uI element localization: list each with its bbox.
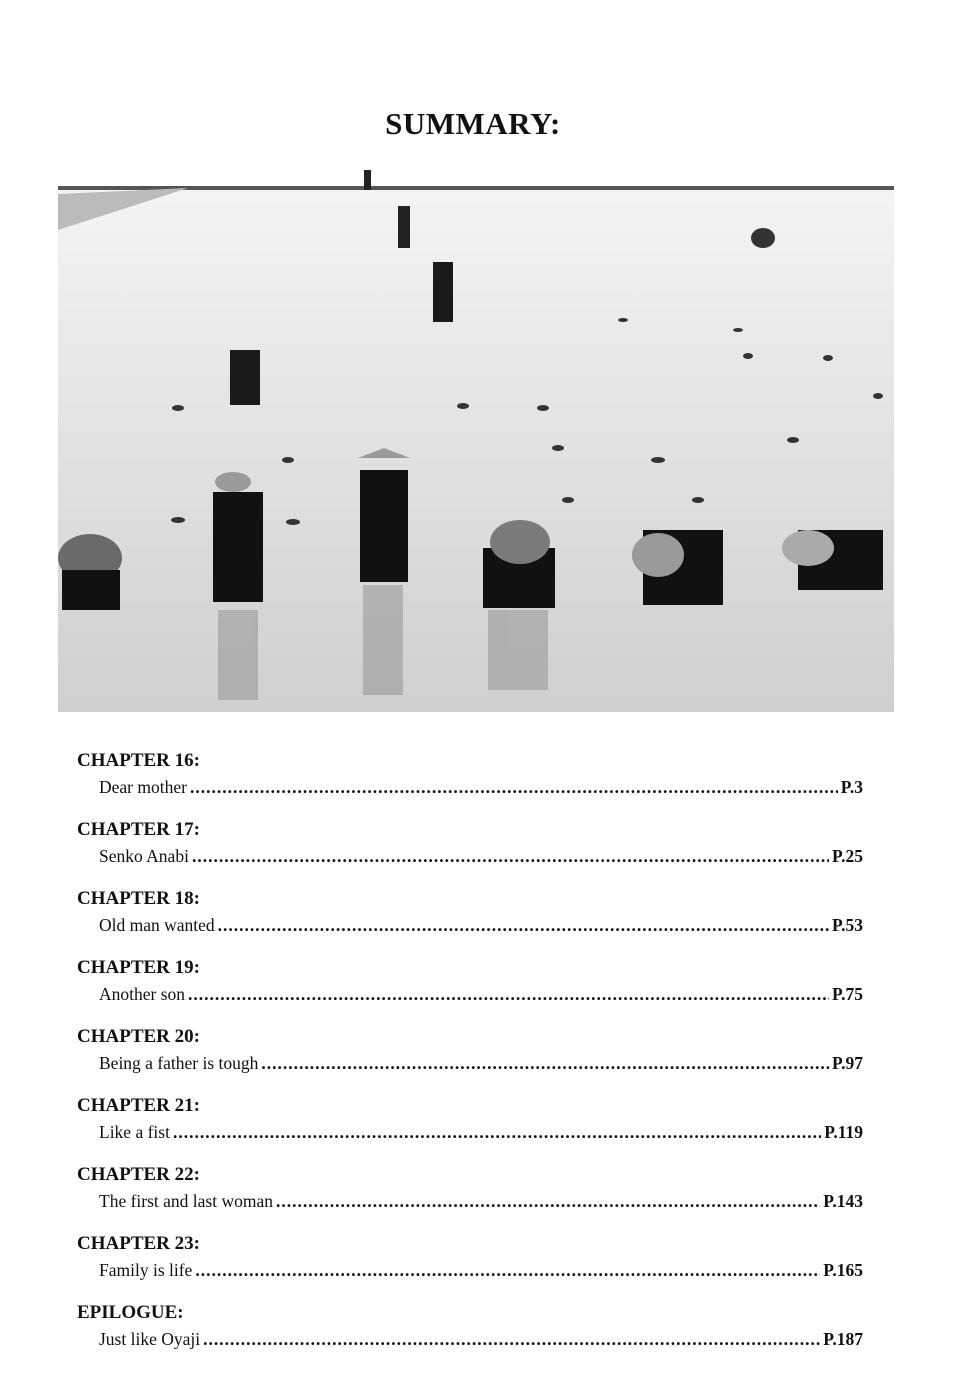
chapter-title: Just like Oyaji (99, 1329, 201, 1349)
chapter-title: Old man wanted (99, 915, 215, 935)
chapter-heading: CHAPTER 21: (77, 1095, 200, 1116)
chapter-title: Dear mother (99, 777, 187, 797)
dot-leader (203, 1326, 820, 1352)
toc-entry-21 (77, 1093, 867, 1162)
page-number: P.97 (832, 1053, 863, 1073)
dot-leader (276, 1188, 820, 1214)
toc-entry-epilogue (77, 1300, 867, 1369)
page-number: P.143 (823, 1191, 863, 1211)
dot-leader (188, 981, 829, 1007)
chapter-heading: CHAPTER 18: (77, 888, 200, 909)
chapter-line (77, 774, 867, 800)
chapter-heading: CHAPTER 17: (77, 819, 200, 840)
chapter-title: Senko Anabi (99, 846, 189, 866)
chapter-line (77, 1188, 867, 1214)
page-number: P.25 (832, 846, 863, 866)
chapter-heading: CHAPTER 23: (77, 1233, 200, 1254)
chapter-line (77, 981, 867, 1007)
dot-leader (192, 843, 829, 869)
chapter-heading: CHAPTER 22: (77, 1164, 200, 1185)
page-title: SUMMARY: (385, 106, 561, 141)
chapter-line (77, 843, 867, 869)
page-number: P.165 (823, 1260, 863, 1280)
chapter-heading: CHAPTER 16: (77, 750, 200, 771)
toc-entry-20 (77, 1024, 867, 1093)
page-number: P.3 (840, 777, 863, 797)
rice-paddy-planting-photo-icon (58, 170, 894, 712)
chapter-line (77, 1326, 867, 1352)
chapter-title: Another son (99, 984, 186, 1004)
dot-leader (218, 912, 829, 938)
dot-leader (190, 774, 838, 800)
chapter-title: The first and last woman (99, 1191, 273, 1211)
dot-leader (261, 1050, 829, 1076)
toc-entry-23 (77, 1231, 867, 1300)
toc-entry-19 (77, 955, 867, 1024)
chapter-heading: CHAPTER 20: (77, 1026, 200, 1047)
dot-leader (195, 1257, 820, 1283)
page-number: P.75 (832, 984, 863, 1004)
chapter-line (77, 1257, 867, 1283)
toc-entry-16 (77, 748, 867, 817)
chapter-line (77, 1050, 867, 1076)
toc-entry-22 (77, 1162, 867, 1231)
chapter-heading: CHAPTER 19: (77, 957, 200, 978)
chapter-line (77, 1119, 867, 1145)
chapter-title: Being a father is tough (99, 1053, 259, 1073)
page-number: P.53 (832, 915, 863, 935)
chapter-line (77, 912, 867, 938)
toc-entry-18 (77, 886, 867, 955)
table-of-contents (77, 748, 867, 1369)
page-number: P.187 (823, 1329, 863, 1349)
page-number: P.119 (824, 1122, 863, 1142)
chapter-title: Family is life (99, 1260, 193, 1280)
chapter-title: Like a fist (99, 1122, 170, 1142)
toc-entry-17 (77, 817, 867, 886)
dot-leader (173, 1119, 821, 1145)
chapter-heading: EPILOGUE: (77, 1302, 184, 1323)
